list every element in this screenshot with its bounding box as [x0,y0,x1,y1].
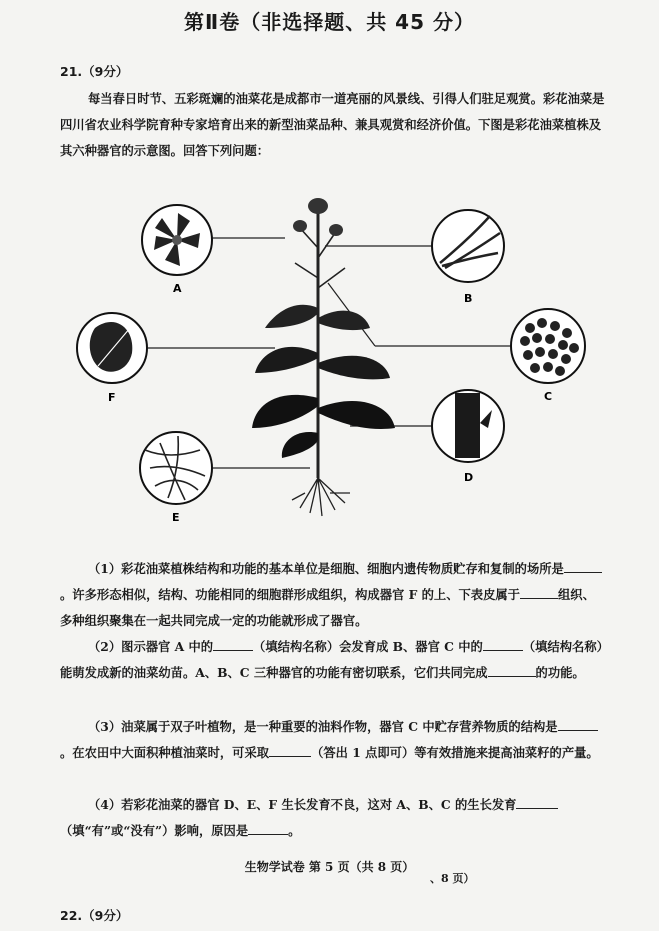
question-21-part-2 [60,634,605,686]
page-footer: 生物学试卷 第 5 页（共 8 页） [244,860,415,874]
question-21-part-4 [60,792,605,844]
footer-bleed-mark: 、8 页） [430,872,475,885]
answer-blank-9[interactable] [248,820,288,835]
answer-blank-3[interactable] [213,636,253,651]
question-21-number: 21.（9分） [60,64,129,79]
answer-blank-4[interactable] [483,636,523,651]
question-21-part-3 [60,714,605,766]
part-3-text-a: （3）油菜属于双子叶植物，是一种重要的油料作物，器官 C 中贮存营养物质的结构是 [88,719,558,734]
question-22-number: 22.（9分） [60,908,129,923]
label-d: D [464,471,474,484]
answer-blank-1[interactable] [564,558,602,573]
answer-blank-6[interactable] [558,716,598,731]
answer-blank-2[interactable] [520,584,558,599]
organ-d-stem-circle [432,390,504,462]
part-4-text-b: （填“有”或“没有”）影响，原因是 [60,823,249,838]
rapeseed-plant-figure [60,188,605,533]
label-b: B [464,292,473,305]
part-2-text-a: （2）图示器官 A 中的 [88,639,214,654]
answer-blank-7[interactable] [269,742,311,757]
part-3-text-c: （答出 1 点即可）等有效措施来提高油菜籽的产量。 [311,745,599,760]
part-1-text-c: 组织、多种组织聚集在一起共同完成一定的功能就形成了器官。 [60,587,595,628]
question-21-part-1 [60,556,605,634]
part-2-text-c: （填结构名称）能萌发成新的油菜幼苗。A、B、C 三种器官的功能有密切联系，它们共同完成 [60,639,603,680]
part-1-text-a: （1）彩花油菜植株结构和功能的基本单位是细胞、细胞内遗传物质贮存和复制的场所是 [88,561,564,576]
part-4-text-a: （4）若彩花油菜的器官 D、E、F 生长发育不良，这对 A、B、C 的生长发育 [88,797,517,812]
label-f: F [108,391,116,404]
organ-e-root-circle [140,432,212,504]
organ-a-flower-circle [142,205,212,275]
part-2-text-d: 的功能。 [535,665,585,680]
answer-blank-5[interactable] [488,662,536,677]
label-c: C [544,390,553,403]
organ-c-seed-circle [511,309,585,383]
section-title: 第Ⅱ卷（非选择题、共 45 分） [184,10,475,34]
part-2-text-b: （填结构名称）会发育成 B、器官 C 中的 [253,639,483,654]
label-e: E [172,511,180,524]
label-a: A [173,282,182,295]
organ-f-leaf-circle [77,313,147,383]
answer-blank-8[interactable] [516,794,558,809]
part-4-text-c: 。 [288,823,301,838]
question-21-intro: 每当春日时节、五彩斑斓的油菜花是成都市一道亮丽的风景线、引得人们驻足观赏。彩花油菜是四川省农业科学院育种专家培育出来的新型油菜品种、兼具观赏和经济价值。下图是彩花油菜植株及其六种器官的示意图。回答下列问题： [60,91,605,158]
organ-b-fruit-circle [432,210,504,282]
part-3-text-b: 。在农田中大面积种植油菜时，可采取 [60,745,270,760]
part-1-text-b: 。许多形态相似，结构、功能相同的细胞群形成组织，构成器官 F 的上、下表皮属于 [60,587,520,602]
